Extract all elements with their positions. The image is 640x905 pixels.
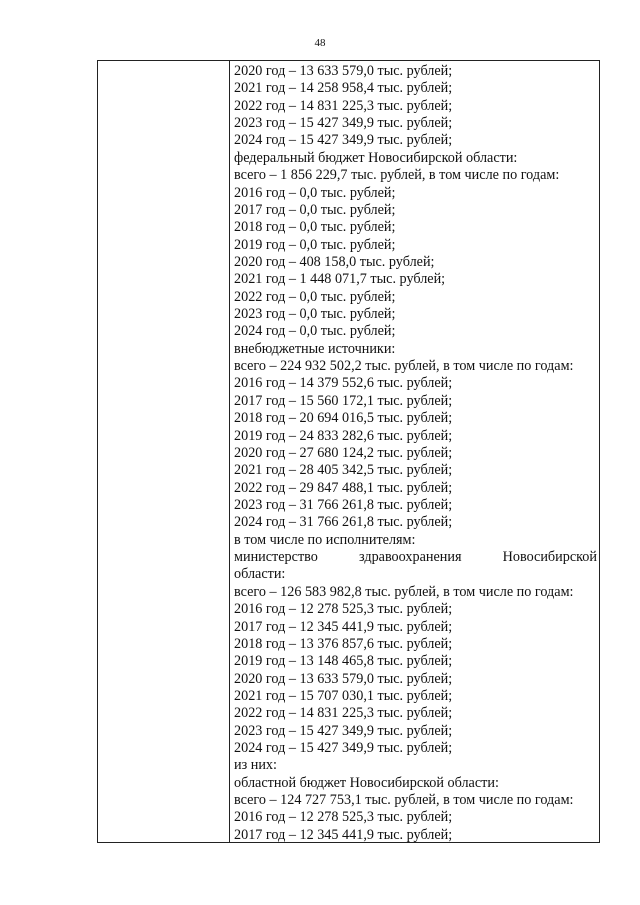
funding-line: 2024 год – 15 427 349,9 тыс. рублей; (234, 740, 453, 757)
funding-line: 2021 год – 15 707 030,1 тыс. рублей; (234, 687, 453, 704)
funding-line: 2018 год – 20 694 016,5 тыс. рублей; (234, 410, 453, 427)
funding-line: 2017 год – 0,0 тыс. рублей; (234, 201, 396, 218)
funding-line: 2022 год – 14 831 225,3 тыс. рублей; (234, 97, 453, 114)
funding-line: 2024 год – 0,0 тыс. рублей; (234, 323, 396, 340)
ministry-word: министерство (234, 549, 318, 566)
funding-line: из них: (234, 757, 277, 774)
funding-line: 2020 год – 13 633 579,0 тыс. рублей; (234, 63, 453, 79)
ministry-word: Новосибирской (502, 549, 597, 566)
funding-line: 2022 год – 29 847 488,1 тыс. рублей; (234, 479, 453, 496)
funding-line: внебюджетные источники: (234, 340, 396, 357)
table-left-cell (98, 61, 230, 842)
funding-line: всего – 224 932 502,2 тыс. рублей, в том числе по годам: (234, 358, 574, 375)
funding-line: всего – 126 583 982,8 тыс. рублей, в том числе по годам: (234, 583, 574, 600)
funding-line: 2016 год – 12 278 525,3 тыс. рублей; (234, 809, 453, 826)
funding-line: 2024 год – 31 766 261,8 тыс. рублей; (234, 514, 453, 531)
funding-line: области: (234, 566, 286, 583)
funding-line: 2017 год – 12 345 441,9 тыс. рублей; (234, 618, 453, 635)
funding-line: 2021 год – 1 448 071,7 тыс. рублей; (234, 271, 446, 288)
funding-line: 2017 год – 15 560 172,1 тыс. рублей; (234, 392, 453, 409)
funding-line: 2024 год – 15 427 349,9 тыс. рублей; (234, 132, 453, 149)
funding-line: 2016 год – 14 379 552,6 тыс. рублей; (234, 375, 453, 392)
ministry-word: здравоохранения (359, 549, 462, 566)
funding-line: 2020 год – 408 158,0 тыс. рублей; (234, 253, 435, 270)
funding-line: 2022 год – 14 831 225,3 тыс. рублей; (234, 705, 453, 722)
funding-line: 2019 год – 0,0 тыс. рублей; (234, 236, 396, 253)
funding-line: 2023 год – 15 427 349,9 тыс. рублей; (234, 722, 453, 739)
table-right-cell (230, 61, 599, 842)
funding-line: 2016 год – 0,0 тыс. рублей; (234, 184, 396, 201)
funding-line: всего – 1 856 229,7 тыс. рублей, в том числе по годам: (234, 167, 560, 184)
funding-lines-block-a (234, 63, 597, 549)
funding-line: 2021 год – 28 405 342,5 тыс. рублей; (234, 462, 453, 479)
funding-lines-block-b (234, 566, 597, 844)
funding-line: федеральный бюджет Новосибирской области: (234, 149, 518, 166)
funding-line: всего – 124 727 753,1 тыс. рублей, в том числе по годам: (234, 792, 574, 809)
funding-line: 2023 год – 31 766 261,8 тыс. рублей; (234, 496, 453, 513)
funding-line: 2017 год – 12 345 441,9 тыс. рублей; (234, 826, 453, 843)
funding-line: в том числе по исполнителям: (234, 531, 416, 548)
funding-line: 2023 год – 0,0 тыс. рублей; (234, 306, 396, 323)
funding-line: 2018 год – 13 376 857,6 тыс. рублей; (234, 635, 453, 652)
funding-line: 2018 год – 0,0 тыс. рублей; (234, 219, 396, 236)
funding-line: 2020 год – 13 633 579,0 тыс. рублей; (234, 670, 453, 687)
funding-line: 2023 год – 15 427 349,9 тыс. рублей; (234, 115, 453, 132)
page-number: 48 (314, 37, 326, 49)
funding-line: 2019 год – 24 833 282,6 тыс. рублей; (234, 427, 453, 444)
funding-line: областной бюджет Новосибирской области: (234, 774, 499, 791)
funding-line: 2022 год – 0,0 тыс. рублей; (234, 288, 396, 305)
funding-table (97, 60, 600, 843)
funding-line: 2016 год – 12 278 525,3 тыс. рублей; (234, 601, 453, 618)
funding-line: 2021 год – 14 258 958,4 тыс. рублей; (234, 80, 453, 97)
funding-line: 2020 год – 27 680 124,2 тыс. рублей; (234, 444, 453, 461)
ministry-line (234, 549, 597, 566)
funding-line: 2019 год – 13 148 465,8 тыс. рублей; (234, 653, 453, 670)
